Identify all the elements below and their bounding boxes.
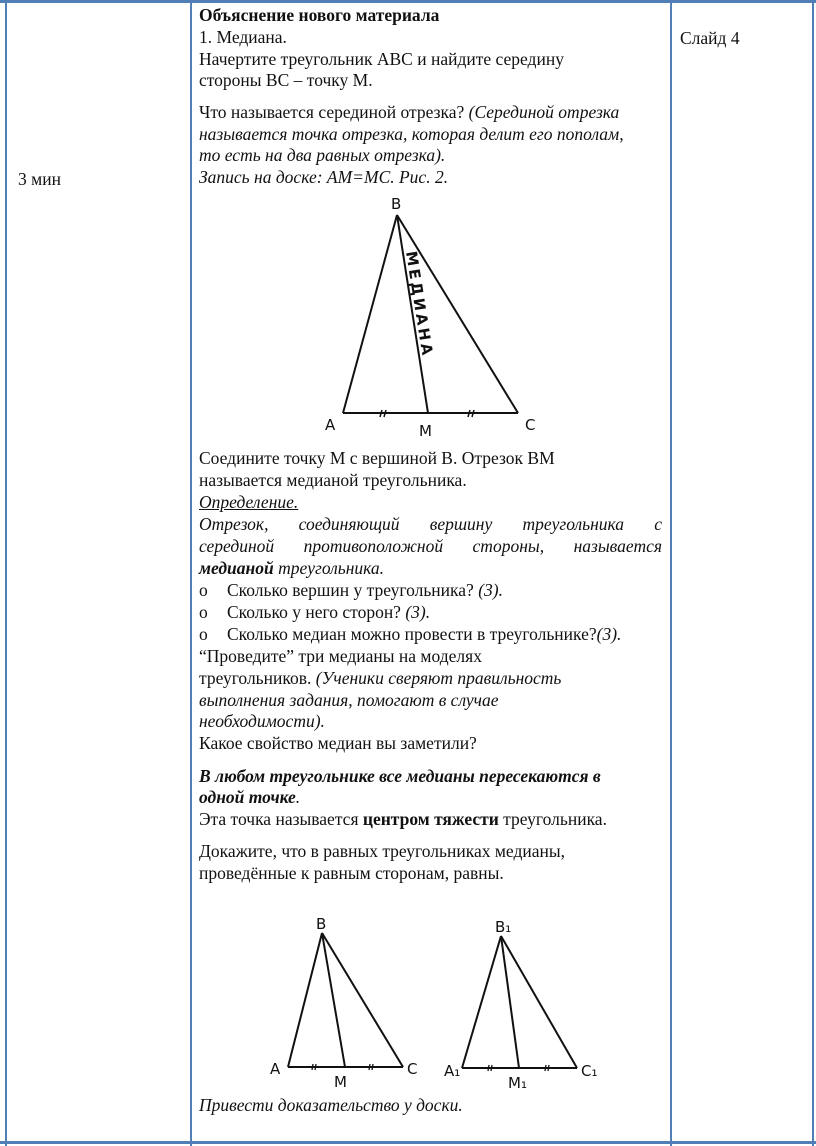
table-right-border: [812, 0, 814, 1146]
task-line: стороны BC – точку М.: [199, 70, 373, 90]
property-text: одной точке: [199, 787, 296, 807]
definition-end-text: треугольника.: [273, 558, 385, 578]
vertex-label-b: B: [316, 915, 327, 933]
time-cell: 3 мин: [18, 169, 61, 189]
draw-line: [199, 668, 561, 690]
answer-line: то есть на два равных отрезка).: [199, 145, 446, 165]
draw-line: “Проведите” три медианы на моделях: [199, 646, 482, 666]
board-note: Запись на доске: AM=MC. Рис. 2.: [199, 167, 449, 187]
definition-end: [199, 558, 384, 580]
slide-cell: Слайд 4: [680, 28, 740, 48]
definition-line: Отрезок, соединяющий вершину треугольника с: [199, 514, 662, 534]
equal-triangles-figure: [260, 905, 620, 1095]
vertex-label-m: M: [334, 1073, 347, 1091]
bullet-answer: (3).: [478, 580, 503, 600]
vertex-label-m1: M₁: [508, 1074, 527, 1092]
median-label: МЕДИАНА: [402, 249, 437, 360]
question-bullet: [199, 580, 503, 602]
section-title: Объяснение нового материала: [199, 5, 440, 25]
table-left-border: [5, 0, 7, 1146]
bullet-icon: o: [199, 602, 208, 622]
centroid-term: центром тяжести: [362, 809, 499, 829]
table-top-border: [0, 0, 816, 3]
bullet-icon: o: [199, 580, 208, 600]
centroid-post: треугольника.: [498, 809, 607, 829]
vertex-label-c: C: [525, 416, 536, 434]
answer-text: (Серединой отрезка: [468, 102, 620, 122]
bullet-question: Сколько у него сторон?: [227, 602, 406, 622]
draw-note-line: выполнения задания, помогают в случае: [199, 690, 499, 710]
question-bullet: [199, 624, 621, 646]
bullet-question: Сколько медиан можно провести в треугольнике?: [227, 624, 597, 644]
definition-line: серединой противоположной стороны, называется: [199, 536, 662, 556]
median-figure: [320, 188, 560, 448]
column-divider-1: [190, 0, 192, 1146]
item-heading: 1. Медиана.: [199, 27, 287, 47]
vertex-label-b: B: [391, 195, 402, 213]
bullet-answer: (3).: [596, 624, 622, 644]
definition-heading: Определение.: [199, 492, 299, 512]
connect-line: Соедините точку М с вершиной В. Отрезок ВМ: [199, 448, 555, 468]
column-divider-2: [670, 0, 672, 1146]
vertex-label-b1: B₁: [495, 918, 512, 936]
draw-note: (Ученики сверяют правильность: [315, 668, 562, 688]
vertex-label-m: M: [419, 422, 432, 440]
property-line: В любом треугольнике все медианы пересекаются в: [199, 766, 601, 786]
centroid-line: [199, 809, 607, 831]
question-line: [199, 102, 619, 124]
draw-note-line: необходимости).: [199, 711, 325, 731]
bullet-icon: o: [199, 624, 208, 644]
question-text: Что называется серединой отрезка?: [199, 102, 469, 122]
vertex-label-c: C: [407, 1060, 418, 1078]
property-dot: .: [295, 787, 301, 807]
prove-line: проведённые к равным сторонам, равны.: [199, 863, 504, 883]
vertex-label-a1: A₁: [444, 1062, 461, 1080]
connect-line: называется медианой треугольника.: [199, 470, 467, 490]
answer-line: называется точка отрезка, которая делит его пополам,: [199, 124, 624, 144]
centroid-pre: Эта точка называется: [199, 809, 363, 829]
proof-note: Привести доказательство у доски.: [199, 1095, 463, 1115]
property-question: Какое свойство медиан вы заметили?: [199, 733, 477, 753]
prove-line: Докажите, что в равных треугольниках медианы,: [199, 841, 565, 861]
definition-term: медианой: [199, 558, 274, 578]
question-bullet: [199, 602, 430, 624]
task-line: Начертите треугольник ABC и найдите середину: [199, 49, 564, 69]
draw-text: треугольников.: [199, 668, 316, 688]
bullet-answer: (3).: [405, 602, 431, 622]
property-line: [199, 787, 300, 809]
vertex-label-a: A: [325, 416, 336, 434]
table-bottom-border: [0, 1141, 816, 1144]
vertex-label-a: A: [270, 1060, 281, 1078]
bullet-question: Сколько вершин у треугольника?: [227, 580, 479, 600]
vertex-label-c1: C₁: [581, 1062, 598, 1080]
